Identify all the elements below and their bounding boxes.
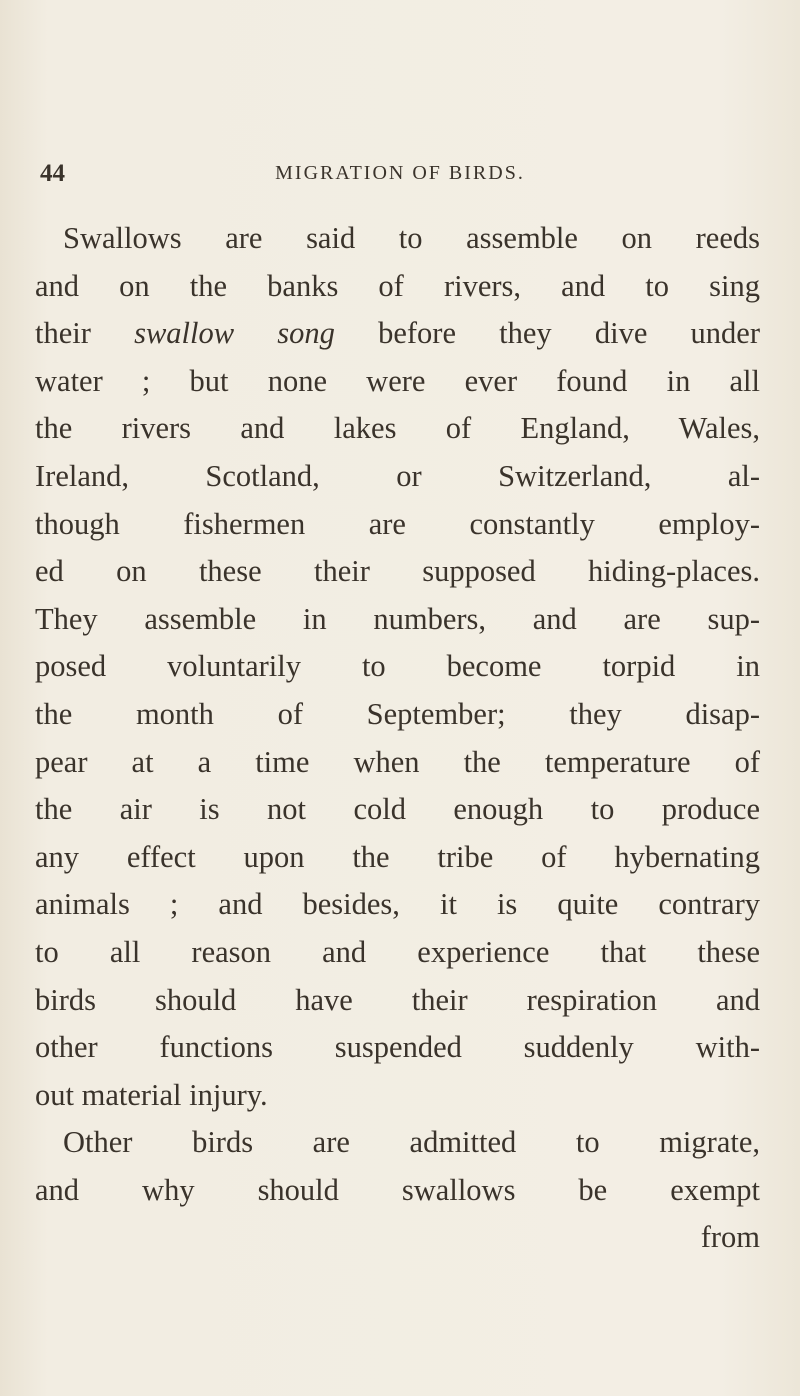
text-line-8: ed on these their supposed hiding-places. <box>35 554 760 589</box>
body-text <box>35 215 760 1262</box>
text-line-1: Swallows are said to assemble on reeds <box>63 221 760 255</box>
text-line-3-rest: before they dive under <box>378 316 761 351</box>
text-line-6: Ireland, Scotland, or Switzerland, al- <box>35 458 760 493</box>
text-line-14: any effect upon the tribe of hybernating <box>35 839 760 874</box>
text-line-16: to all reason and experience that these <box>35 934 760 969</box>
text-line-13: the air is not cold enough to produce <box>35 792 760 827</box>
text-line-5: the rivers and lakes of England, Wales, <box>35 411 760 446</box>
running-head: MIGRATION OF BIRDS. <box>275 162 525 184</box>
page-number: 44 <box>40 160 65 187</box>
text-line-7: though fishermen are constantly employ- <box>35 506 760 541</box>
text-line-2: and on the banks of rivers, and to sing <box>35 268 760 303</box>
text-line-10: posed voluntarily to become torpid in <box>35 649 760 684</box>
page-header <box>40 160 760 194</box>
italic-phrase: swallow song <box>134 316 335 351</box>
catchword: from <box>700 1220 760 1255</box>
text-line-9: They assemble in numbers, and are sup- <box>35 601 760 636</box>
text-line-17: birds should have their respiration and <box>35 982 760 1017</box>
text-line-4: water ; but none were ever found in all <box>35 363 760 398</box>
text-line-3 <box>35 310 760 358</box>
text-line-21: and why should swallows be exempt <box>35 1172 760 1207</box>
text-line-11: the month of September; they disap- <box>35 696 760 731</box>
text-line-18: other functions suspended suddenly with- <box>35 1030 760 1065</box>
text-line-15: animals ; and besides, it is quite contrary <box>35 887 760 922</box>
text-line-20: Other birds are admitted to migrate, <box>63 1125 760 1160</box>
text-line-3-prefix: their <box>35 316 91 351</box>
text-line-12: pear at a time when the temperature of <box>35 744 760 779</box>
text-line-19: out material injury. <box>35 1077 268 1112</box>
